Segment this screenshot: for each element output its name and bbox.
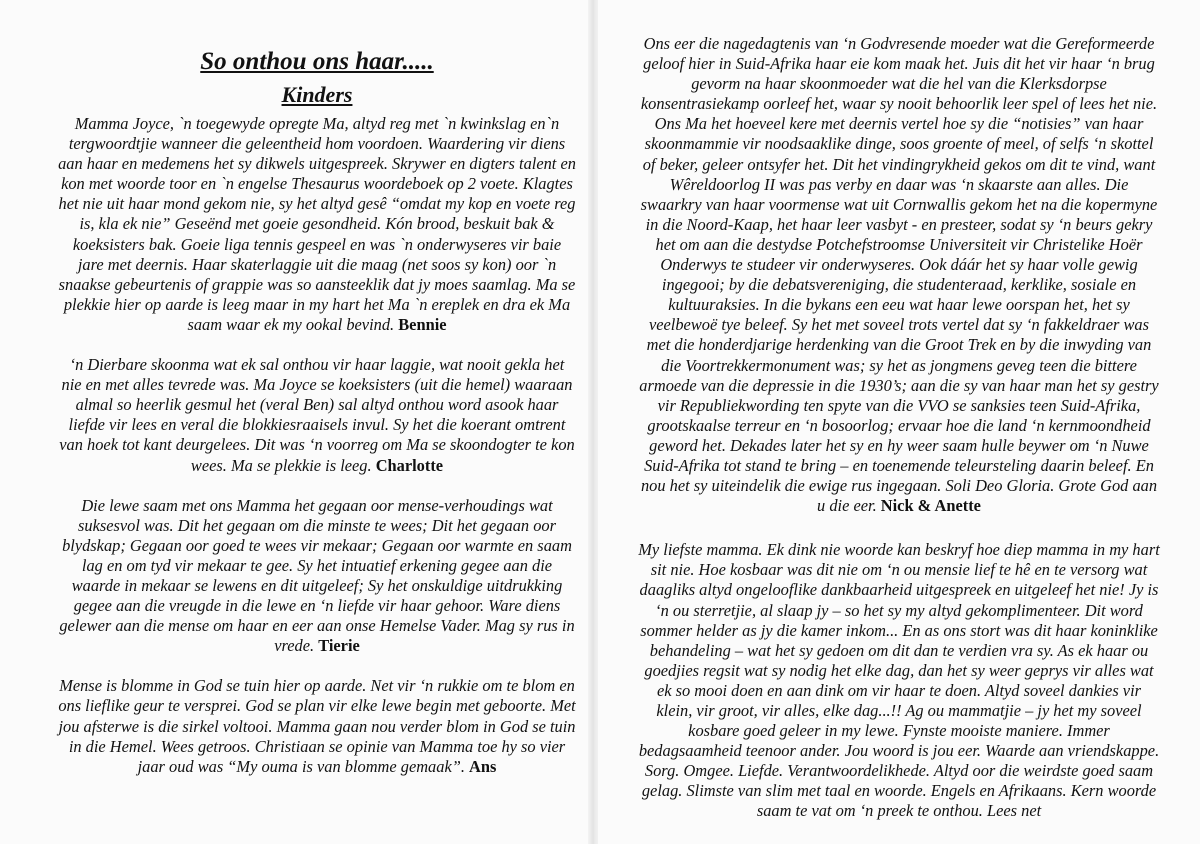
tribute-signature: Charlotte [375, 455, 444, 475]
tribute-signature: Tierie [318, 636, 360, 656]
tribute-paragraph [58, 355, 576, 476]
section-heading: Kinders [281, 82, 353, 107]
page-title: So onthou ons haar..... [200, 48, 434, 75]
tribute-paragraph [58, 676, 576, 776]
tribute-paragraph [58, 496, 576, 657]
tribute-text: My liefste mamma. Ek dink nie woorde kan beskryf hoe diep mamma in my hart sit nie. Hoe kosbaar was dit nie om ‘n ou mensie lief te hê en te versorg wat daagliks altyd ongelooflike dankbaarheid uitgespreek en uitgeleef het nie! Jy is ‘n ou sterretjie, al slaap jy – so het sy my altyd gekomplimenteer. Dit word sommer helder as jy die kamer inkom... En as ons stort was dit haar koninklike behandeling – wat het sy gedoen om dit dan te verdien vra sy. As ek haar ou goedjies regsit wat sy nodig het elke dag, dan het sy weer geprys vir alles wat ek so mooi doen en aan dink om vir haar te doen. Altyd soveel dankies vir klein, vir groot, vir alles, elke dag...!! Ag ou mammatjie – jy het my soveel kosbare goed geleer in my lewe. Fynste mooiste maniere. Immer bedagsaamheid teenoor ander. Jou woord is jou eer. Waarde aan vriendskappe. Sorg. Omgee. Liefde. Verantwoordelikhede. Altyd oor die weirdste goed saam gelag. Slimste van slim met taal en woorde. Engels en Afrikaans. Kern woorde saam te vat om ‘n preek te onthou. Lees net [638, 540, 1160, 821]
tribute-paragraph [58, 114, 576, 335]
tribute-text: Mense is blomme in God se tuin hier op aarde. Net vir ‘n rukkie om te blom en ons lieflike geur te versprei. God se plan vir elke lewe begin met geboorte. Met jou afsterwe is die sirkel voltooi. Mamma gaan nou verder blom in God se tuin in die Hemel. Wees getroos. Christiaan se opinie van Mamma toe hy so vier jaar oud was “My ouma is van blomme gemaak”. [58, 676, 576, 776]
tribute-signature: Nick & Anette [880, 496, 981, 516]
left-page [0, 0, 590, 844]
tribute-paragraph [638, 34, 1160, 516]
right-page [598, 0, 1200, 844]
tribute-text: Mamma Joyce, `n toegewyde opregte Ma, altyd reg met `n kwinkslag en`n tergwoordtjie wanneer die geleentheid hom voordoen. Waardering vir diens aan haar en medemens het sy dikwels uitgespreek. Skrywer en digters talent en kon met woorde toor en `n engelse Thesaurus woordeboek op 2 voete. Klagtes het nie uit haar mond gekom nie, sy het altyd gesê “omdat my kop en voete reg is, kla ek nie” Geseënd met goeie gesondheid. Kón brood, beskuit bak & koeksisters bak. Goeie liga tennis gespeel en was `n onderwyseres vir baie jare met deernis. Haar skaterlaggie uit die maag (net soos sy kon) oor `n snaakse gebeurtenis of grappie was so aansteeklik dat jy moes saamlag. Ma se plekkie hier op aarde is leeg maar in my hart het Ma `n ereplek en dra ek Ma saam waar ek my ookal bevind. [58, 114, 576, 334]
tribute-signature: Bennie [398, 314, 447, 334]
tribute-paragraph [638, 540, 1160, 821]
tribute-signature: Ans [469, 756, 497, 776]
tribute-text: Die lewe saam met ons Mamma het gegaan oor mense-verhoudings wat suksesvol was. Dit het gegaan om die minste te wees; Dit het gegaan oor blydskap; Gegaan oor goed te wees vir mekaar; Gegaan oor warmte en saam lag en om tyd vir mekaar te gee. Sy het intuatief erkening gegee aan die waarde in mekaar se lewens en dit uitgeleef; Sy het onskuldige uitdrukking gegee aan die vreugde in die lewe en ‘n liefde vir haar gehoor. Ware diens gelewer aan die mense om haar en eer aan onse Hemelse Vader. Mag sy rus in vrede. [59, 495, 575, 656]
tribute-text: ‘n Dierbare skoonma wat ek sal onthou vir haar laggie, wat nooit gekla het nie en met alles tevrede was. Ma Joyce se koeksisters (uit die hemel) waaraan almal so heerlik gesmul het (veral Ben) sal altyd onthou word asook haar liefde vir lees en veral die blokkiesraaisels invul. Sy het die koerant omtrent van hoek tot kant deurgelees. Dit was ‘n voorreg om Ma se skoondogter te kon wees. Ma se plekkie is leeg. [59, 355, 575, 475]
tribute-text: Ons eer die nagedagtenis van ‘n Godvresende moeder wat die Gereformeerde geloof hier in Suid-Afrika haar eie kom maak het. Juis dit het vir haar ‘n brug gevorm na haar skoonmoeder wat die hel van die Klerksdorpse konsentrasiekamp oorleef het, waar sy nooit behoorlik leer spel of lees het nie. Ons Ma het hoeveel kere met deernis vertel hoe sy die “notisies” van haar skoonmammie vir noodsaaklike dinge, soos groente of meel, of selfs ‘n skottel of beker, geleer ontsyfer het. Dit het vindingrykheid gekos om dit te vind, want Wêreldoorlog II was pas verby en daar was ‘n skaarste aan alles. Die swaarkry van haar voormense wat uit Cornwallis gekom het na die kopermyne in die Noord-Kaap, het haar leer vasbyt - en presteer, sodat sy ‘n beurs gekry het om aan die destydse Potchefstroomse Universiteit vir Christelike Hoër Onderwys te studeer vir onderwyseres. Ook dáár het sy haar volle gewig ingegooi; by die debatsvereniging, die studenteraad, kerklike, sosiale en kultuuraksies. In die bykans een eeu wat haar lewe oorspan het, het sy veelbewoë tye beleef. Sy het met soveel trots vertel dat sy ‘n fakkeldraer was met die honderdjarige herdenking van die Groot Trek en by die inwyding van die Voortrekkermonument was; sy het as jongmens geveg teen die bittere armoede van die depressie in die 1930’s; aan die sy van haar man het sy gestry vir Republiekwording ten spyte van die VVO se sanksies teen Suid-Afrika, grootskaalse terreur en ‘n bosoorlog; ervaar hoe die land ‘n kernmoondheid geword het. Dekades later het sy en hy weer saam hulle beywer om ‘n Nuwe Suid-Afrika tot stand te bring – en toenemende teleursteling daarin beleef. En nou het sy uiteindelik die ewige rus ingegaan. Soli Deo Gloria. Grote God aan u die eer. [639, 34, 1159, 516]
